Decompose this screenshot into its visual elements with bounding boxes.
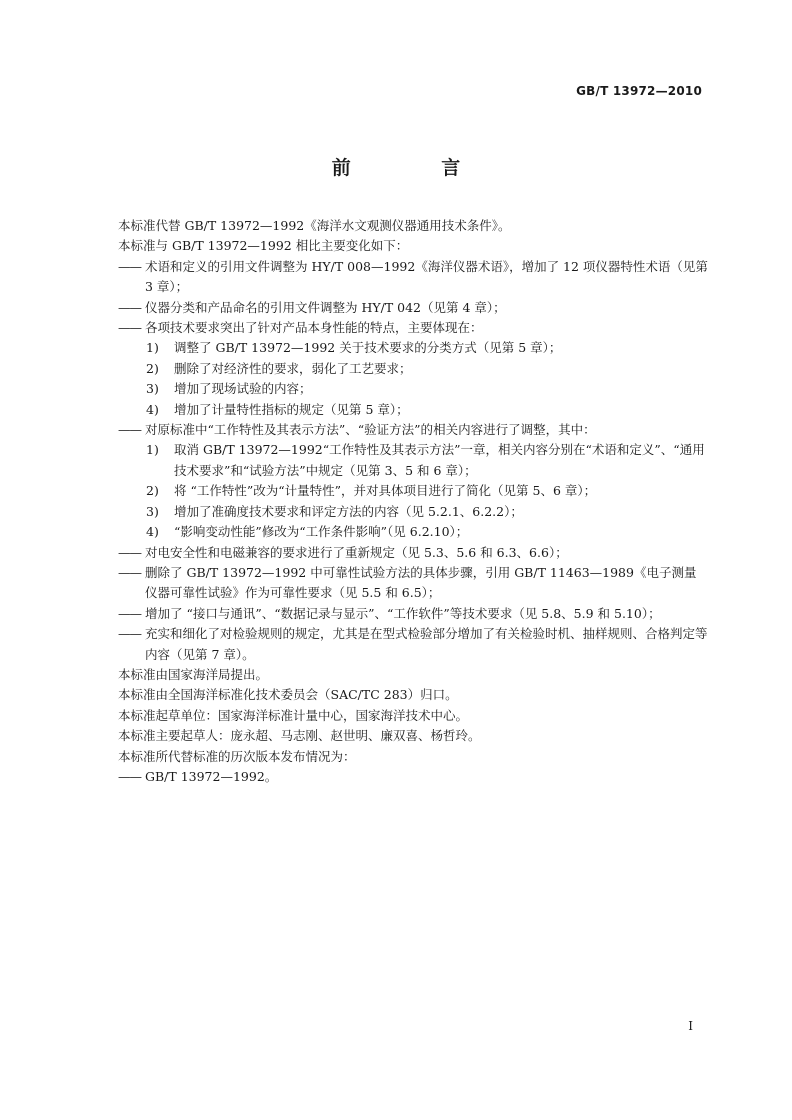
item-text: 删除了对经济性的要求，弱化了工艺要求； — [174, 360, 412, 376]
item-text: 取消 GB/T 13972—1992“工作特性及其表示方法”一章，相关内容分别在“术语和定义”、“通用技术要求”和“试验方法”中规定（见第 3、5 和 6 章）； — [174, 442, 705, 478]
numbered-item — [118, 440, 708, 481]
dash-item-history: —— GB/T 13972—1992。 — [118, 767, 708, 787]
paragraph-history-intro: 本标准所代替标准的历次版本发布情况为： — [118, 748, 356, 764]
numbered-item — [118, 400, 708, 420]
dash-item-interfaces: —— 增加了 “接口与通讯”、“数据记录与显示”、“工作软件”等技术要求（见 5.8、5.9 和 5.10）； — [118, 604, 708, 624]
standard-code: GB/T 13972—2010 — [576, 84, 702, 98]
item-text: 调整了 GB/T 13972—1992 关于技术要求的分类方式（见第 5 章）； — [174, 340, 562, 356]
item-text: 将 “工作特性”改为“计量特性”，并对具体项目进行了简化（见第 5、6 章）； — [174, 483, 597, 499]
item-number: 4) — [146, 524, 159, 540]
page-title: 前 言 — [331, 157, 503, 179]
numbered-item — [118, 359, 708, 379]
document-body — [118, 216, 708, 787]
dash-item-classification: —— 仪器分类和产品命名的引用文件调整为 HY/T 042（见第 4 章）； — [118, 298, 708, 318]
numbered-item — [118, 379, 708, 399]
numbered-item — [118, 502, 708, 522]
item-text: 增加了计量特性指标的规定（见第 5 章）； — [174, 401, 409, 417]
item-text: 增加了现场试验的内容； — [174, 381, 312, 397]
dash-item-safety-emc: —— 对电安全性和电磁兼容的要求进行了重新规定（见 5.3、5.6 和 6.3、6.6）； — [118, 543, 708, 563]
numbered-item — [118, 522, 708, 542]
item-text: 增加了准确度技术要求和评定方法的内容（见 5.2.1、6.2.2）； — [174, 503, 523, 519]
dash-item-methods: —— 对原标准中“工作特性及其表示方法”、“验证方法”的相关内容进行了调整，其中： — [118, 420, 708, 440]
paragraph-replaces: 本标准代替 GB/T 13972—1992《海洋水文观测仪器通用技术条件》。 — [118, 218, 511, 233]
dash-item-terms: —— 术语和定义的引用文件调整为 HY/T 008—1992《海洋仪器术语》，增加了 12 项仪器特性术语（见第 3 章）； — [118, 257, 708, 298]
item-number: 2) — [146, 360, 159, 376]
dash-item-reliability: —— 删除了 GB/T 13972—1992 中可靠性试验方法的具体步骤，引用 GB/T 11463—1989《电子测量仪器可靠性试验》作为可靠性要求（见 5.5 和 6.5）； — [118, 563, 708, 604]
item-number: 1) — [146, 442, 159, 458]
item-number: 2) — [146, 483, 159, 499]
paragraph-committee: 本标准由全国海洋标准化技术委员会（SAC/TC 283）归口。 — [118, 687, 458, 703]
paragraph-drafters: 本标准主要起草人：庞永超、马志刚、赵世明、廉双喜、杨哲玲。 — [118, 728, 481, 744]
paragraph-drafting-units: 本标准起草单位：国家海洋标准计量中心，国家海洋技术中心。 — [118, 707, 469, 723]
dash-item-inspection-rules: —— 充实和细化了对检验规则的规定，尤其是在型式检验部分增加了有关检验时机、抽样规则、合格判定等内容（见第 7 章）。 — [118, 624, 708, 665]
item-number: 4) — [146, 401, 159, 417]
paragraph-proposer: 本标准由国家海洋局提出。 — [118, 666, 269, 682]
item-number: 3) — [146, 503, 159, 519]
item-number: 3) — [146, 381, 159, 397]
paragraph-changes-intro: 本标准与 GB/T 13972—1992 相比主要变化如下： — [118, 238, 409, 254]
page-number: I — [688, 1019, 693, 1033]
dash-item-tech-requirements: —— 各项技术要求突出了针对产品本身性能的特点，主要体现在： — [118, 318, 708, 338]
numbered-item — [118, 481, 708, 501]
numbered-item — [118, 338, 708, 358]
item-text: “影响变动性能”修改为“工作条件影响”（见 6.2.10）； — [174, 524, 469, 540]
item-number: 1) — [146, 340, 159, 356]
